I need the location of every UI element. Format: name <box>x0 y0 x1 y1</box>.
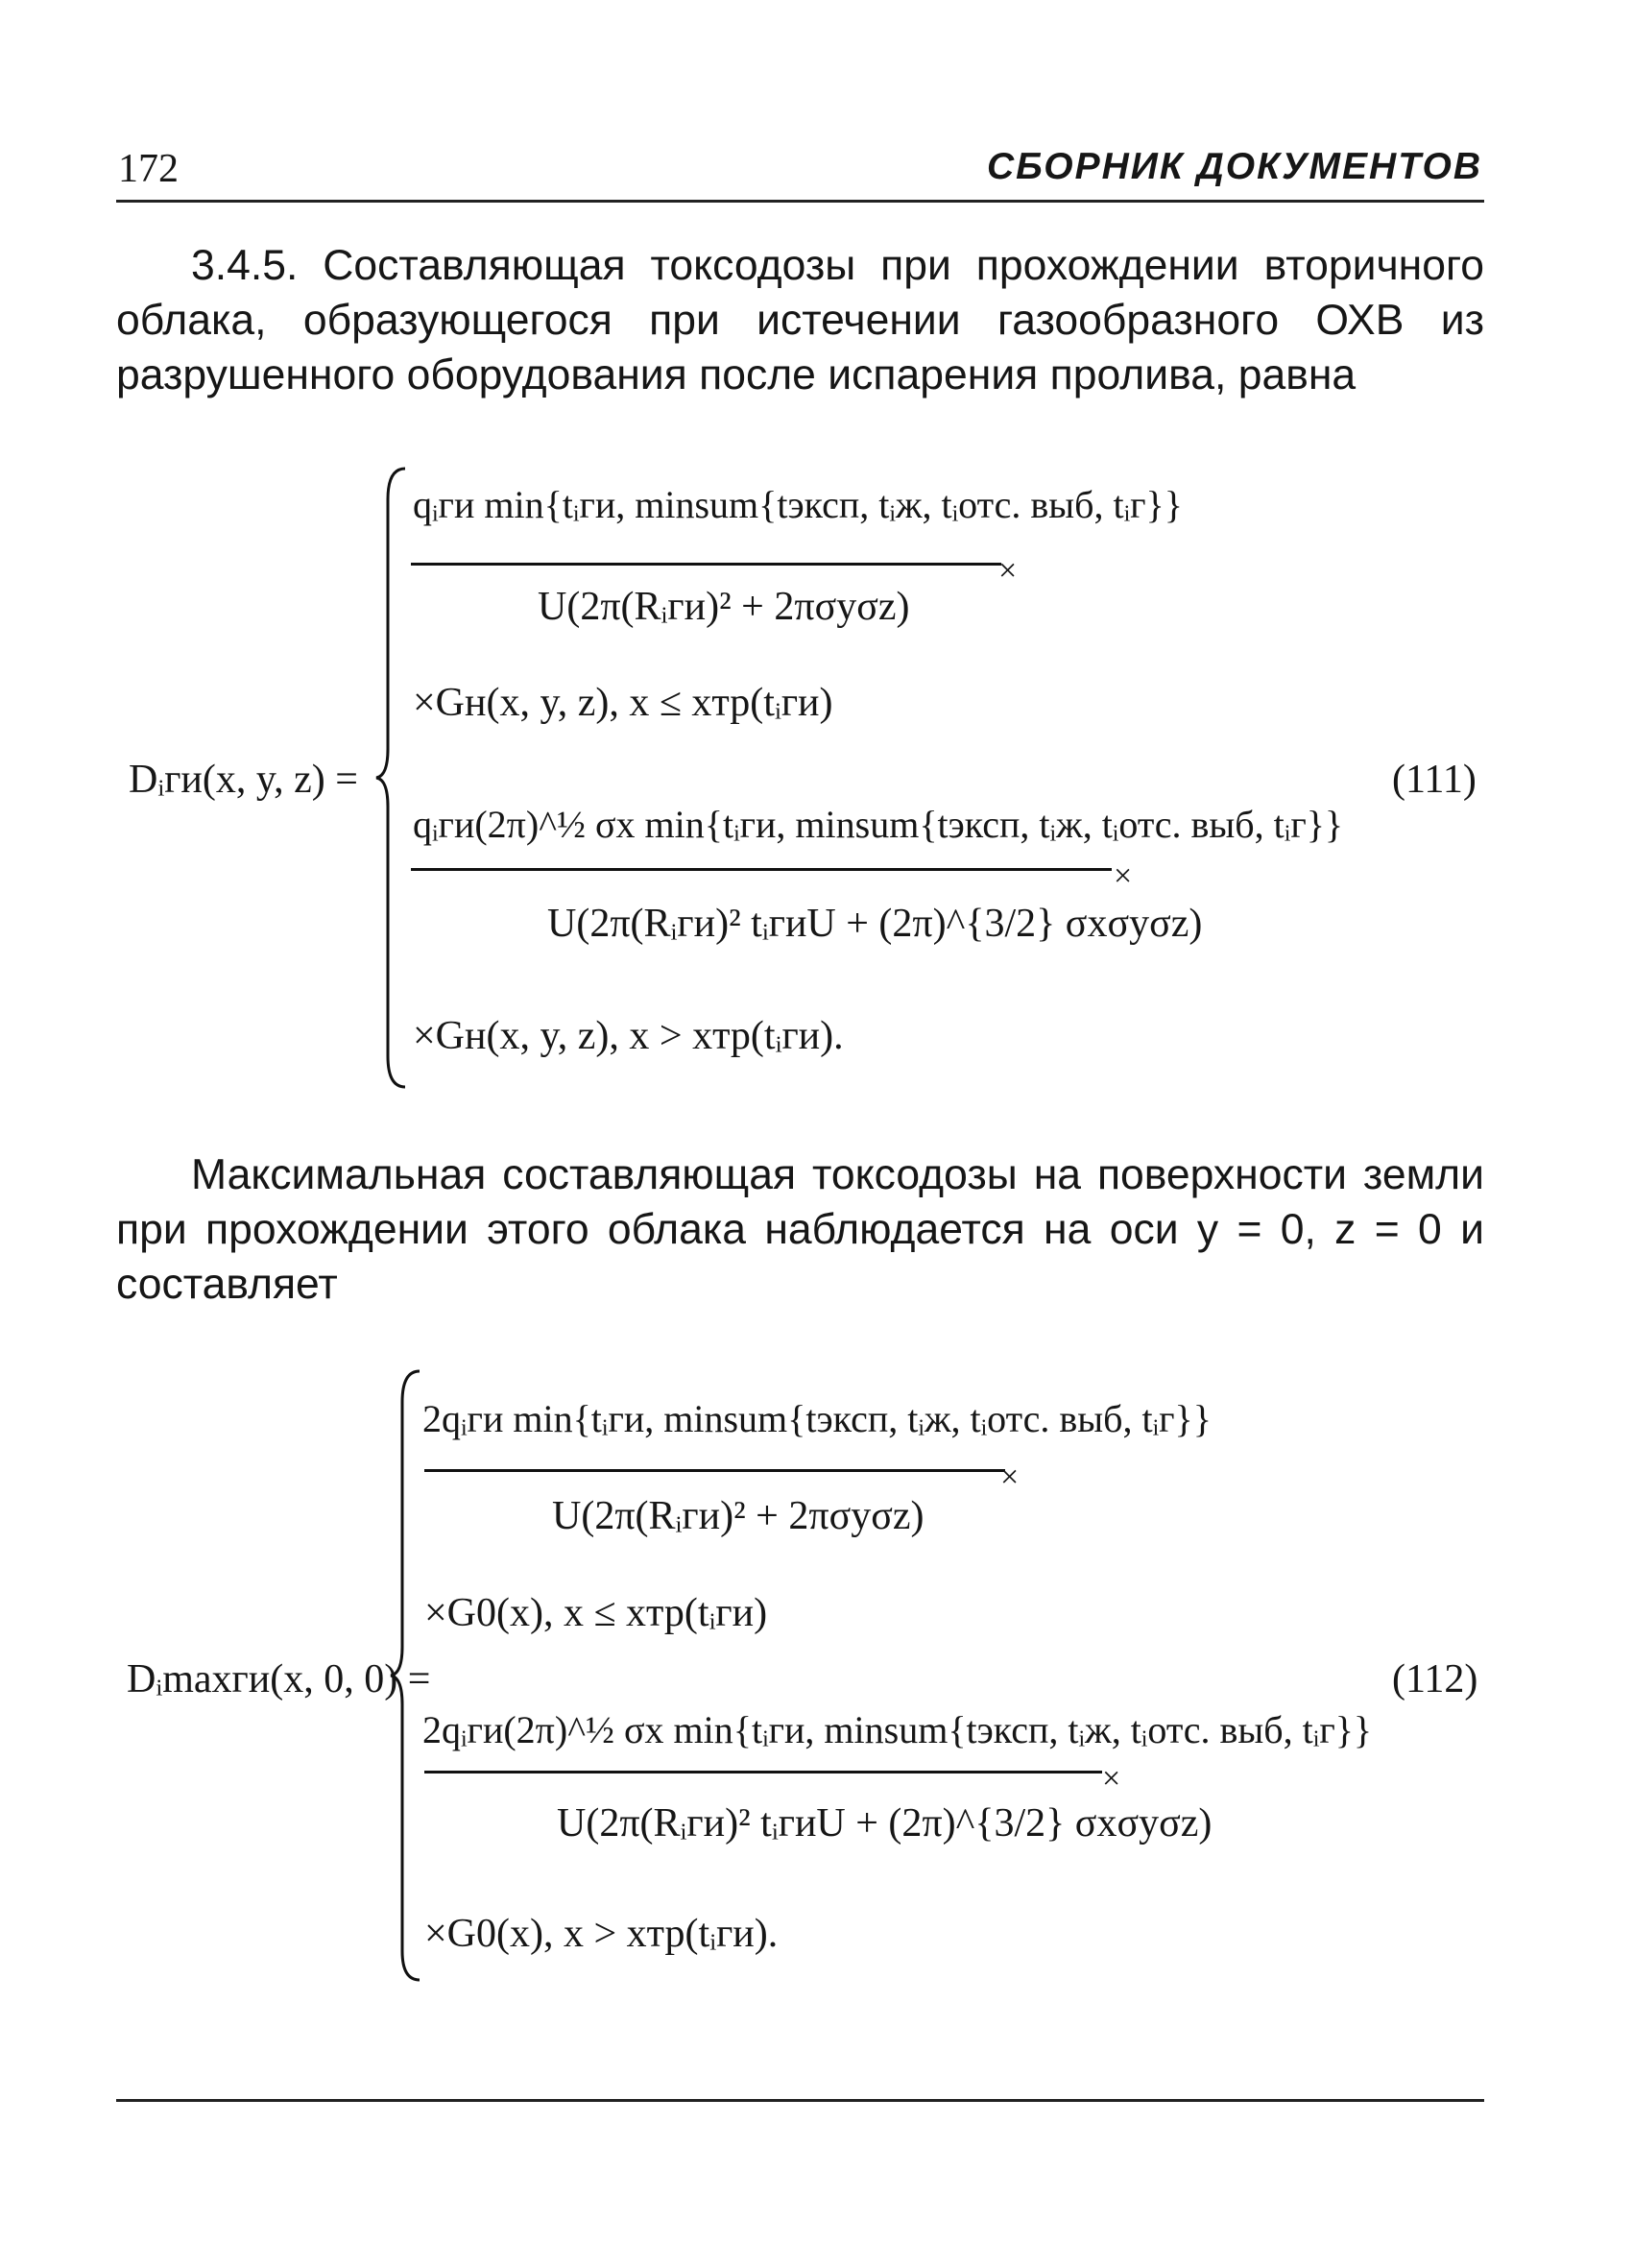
times-sign: × <box>1000 1460 1020 1495</box>
fraction-rule <box>424 1771 1102 1773</box>
equation-111-den2: U(2π(Rᵢги)² tᵢгиU + (2π)^{3/2} σxσyσz) <box>547 902 1203 946</box>
left-brace-icon <box>374 461 413 1095</box>
equation-111-num1: qᵢги min{tᵢги, minsum{tэксп, tᵢж, tᵢотс. выб, tᵢг}} <box>413 483 1183 526</box>
equation-111 <box>115 461 1498 1095</box>
paragraph-max-text: Максимальная составляющая токсодозы на поверхности земли при прохождении этого облака наблюдается на оси y = 0, z = 0 и составляет <box>116 1151 1484 1308</box>
equation-112-lhs: Dᵢmaxги(x, 0, 0) = <box>127 1657 431 1701</box>
equation-112-den2: U(2π(Rᵢги)² tᵢгиU + (2π)^{3/2} σxσyσz) <box>557 1801 1213 1846</box>
times-sign: × <box>998 553 1018 589</box>
equation-111-lhs: Dᵢги(x, y, z) = <box>129 758 358 802</box>
equation-111-den1: U(2π(Rᵢги)² + 2πσyσz) <box>538 585 910 629</box>
page-number: 172 <box>118 147 179 191</box>
paragraph-intro <box>116 238 1484 402</box>
equation-112-num1: 2qᵢги min{tᵢги, minsum{tэксп, tᵢж, tᵢотс. выб, tᵢг}} <box>422 1397 1212 1440</box>
paragraph-max <box>116 1147 1484 1312</box>
equation-111-cond1: ×Gн(x, y, z), x ≤ xтр(tᵢги) <box>413 681 833 725</box>
footer-rule <box>116 2099 1484 2102</box>
fraction-rule <box>411 563 1001 566</box>
equation-112 <box>115 1363 1498 1988</box>
fraction-rule <box>424 1469 1005 1472</box>
left-brace-icon <box>389 1363 427 1988</box>
paragraph-intro-text: 3.4.5. Составляющая токсодозы при прохождении вторичного облака, образующегося при истечении газообразного ОХВ из разрушенного оборудования после испарения пролива, равна <box>116 242 1484 398</box>
equation-112-num2: 2qᵢги(2π)^½ σx min{tᵢги, minsum{tэксп, tᵢж, tᵢотс. выб, tᵢг}} <box>422 1708 1373 1751</box>
equation-111-cond2: ×Gн(x, y, z), x > xтр(tᵢги). <box>413 1014 844 1058</box>
equation-number-112: (112) <box>1392 1657 1478 1701</box>
equation-112-cond1: ×G0(x), x ≤ xтр(tᵢги) <box>424 1591 768 1635</box>
header-rule <box>116 200 1484 203</box>
equation-112-cond2: ×G0(x), x > xтр(tᵢги). <box>424 1912 779 1956</box>
times-sign: × <box>1114 858 1133 894</box>
running-title: СБОРНИК ДОКУМЕНТОВ <box>987 146 1482 187</box>
times-sign: × <box>1102 1761 1121 1797</box>
equation-number-111: (111) <box>1392 758 1477 802</box>
equation-112-den1: U(2π(Rᵢги)² + 2πσyσz) <box>552 1494 925 1538</box>
fraction-rule <box>411 868 1112 871</box>
equation-111-num2: qᵢги(2π)^½ σx min{tᵢги, minsum{tэксп, tᵢж, tᵢотс. выб, tᵢг}} <box>413 803 1344 846</box>
